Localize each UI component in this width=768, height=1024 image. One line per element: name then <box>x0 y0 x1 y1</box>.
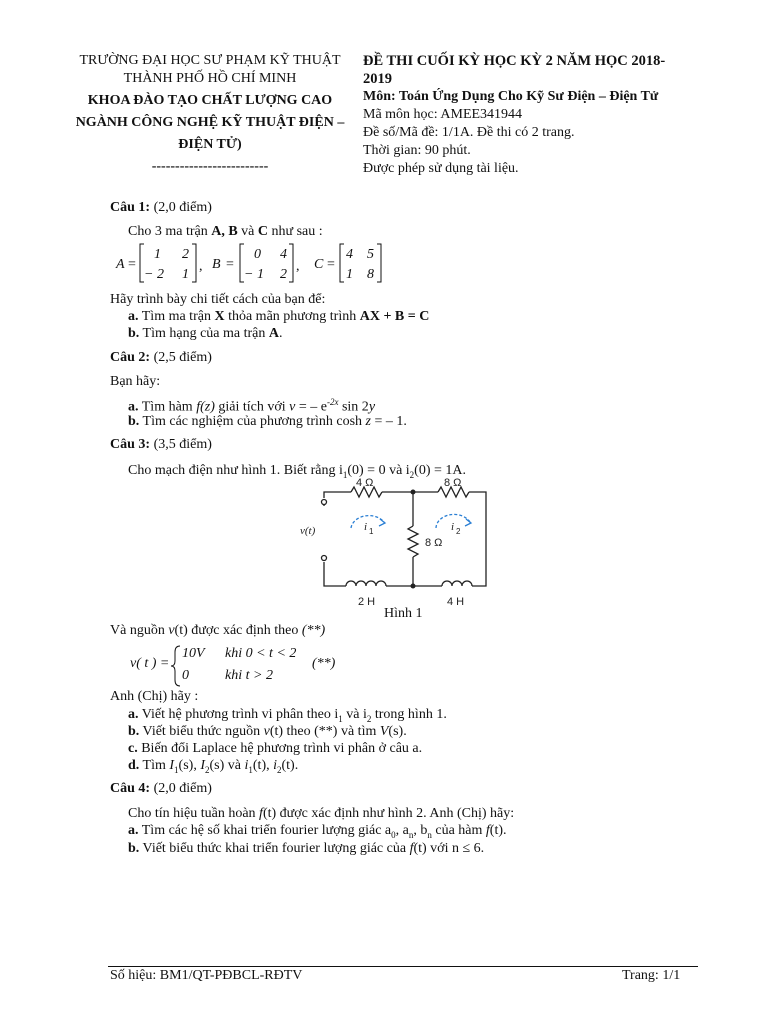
footer-rule <box>108 966 698 967</box>
inductor-4h-label: 4 H <box>447 596 465 608</box>
q2-intro: Bạn hãy: <box>110 374 161 389</box>
q1-intro: Cho 3 ma trận A, B và C như sau : <box>128 224 323 239</box>
matrix-A-name: A <box>116 257 125 272</box>
piecewise-ref: (**) <box>312 656 336 671</box>
inductor-2h-label: 2 H <box>358 596 376 608</box>
q3-source-def: Và nguồn v(t) được xác định theo (**) <box>110 623 326 638</box>
materials-note: Được phép sử dụng tài liệu. <box>363 161 519 176</box>
header-dashes: ------------------------- <box>151 159 269 174</box>
current-i1-label: i <box>364 521 368 533</box>
q3-part-c: c. Biến đổi Laplace hệ phương trình vi phân ở câu a. <box>128 741 423 756</box>
school-name-line2: THÀNH PHỐ HỒ CHÍ MINH <box>123 71 297 86</box>
resistor-8ohm-middle-label: 8 Ω <box>425 537 443 549</box>
q3-part-b: b. Viết biểu thức nguồn v(t) theo (**) và tìm V(s). <box>128 724 407 739</box>
piece1-value: 10V <box>182 646 205 661</box>
q1-points: (2,0 điểm) <box>153 200 212 215</box>
svg-text:=: = <box>327 257 335 272</box>
matrix-B-entry: − 1 <box>244 267 264 282</box>
q1-task-intro: Hãy trình bày chi tiết cách của bạn để: <box>110 292 326 307</box>
matrix-C-entry: 1 <box>346 267 353 282</box>
matrix-B-entry: 4 <box>280 247 287 262</box>
current-i1-sub: 1 <box>369 527 374 536</box>
school-name-line1: TRƯỜNG ĐẠI HỌC SƯ PHẠM KỸ THUẬT <box>79 53 341 68</box>
matrix-B-entry: 2 <box>280 267 287 282</box>
matrix-B-entry: 0 <box>254 247 261 262</box>
svg-text:,: , <box>296 259 300 274</box>
figure-caption: Hình 1 <box>384 606 423 621</box>
faculty-line1: KHOA ĐÀO TẠO CHẤT LƯỢNG CAO <box>87 93 333 108</box>
q3-task-intro: Anh (Chị) hãy : <box>110 689 199 704</box>
school-header <box>60 52 360 176</box>
matrix-A-entry: 1 <box>154 247 161 262</box>
q2-part-a: a. Tìm hàm f(z) giải tích với v = – $e^{-2x}$ sin 2y <box>128 397 376 415</box>
current-i2-label: i <box>451 521 455 533</box>
q1-matrices <box>108 240 398 286</box>
piece1-condition: khi 0 < t < 2 <box>225 646 297 661</box>
exam-title-line1: ĐỀ THI CUỐI KỲ HỌC KỲ 2 NĂM HỌC 2018- <box>363 53 666 69</box>
matrix-B-name: B <box>212 257 221 272</box>
matrix-C-entry: 4 <box>346 247 353 262</box>
q4-intro: Cho tín hiệu tuần hoàn f(t) được xác định như hình 2. Anh (Chị) hãy: <box>128 806 515 821</box>
subject-line: Môn: Toán Ứng Dụng Cho Kỹ Sư Điện – Điện Tử <box>363 89 659 104</box>
footer-page-number: Trang: 1/1 <box>622 968 681 983</box>
resistor-4ohm-label: 4 Ω <box>356 478 374 489</box>
q2-heading: Câu 2: (2,5 điểm) <box>110 350 212 365</box>
q4-part-b: b. Viết biểu thức khai triển fourier lượng giác của f(t) với n ≤ 6. <box>128 841 485 856</box>
piece2-value: 0 <box>182 668 189 683</box>
q4-part-a: a. Tìm các hệ số khai triển fourier lượng giác $a_0$, $a_n$, $b_n$ của hàm f(t). <box>128 823 507 840</box>
piecewise-lhs: v( t ) = <box>130 656 170 671</box>
exam-header <box>363 52 713 178</box>
matrix-A-entry: 1 <box>182 267 189 282</box>
resistor-8ohm-top-label: 8 Ω <box>444 478 462 489</box>
exam-code: Đề số/Mã đề: 1/1A. Đề thi có 2 trang. <box>363 125 575 140</box>
svg-text:=: = <box>128 257 136 272</box>
course-code: Mã môn học: AMEE341944 <box>363 107 523 122</box>
q2-part-b: b. Tìm các nghiệm của phương trình cosh z = – 1. <box>128 414 407 429</box>
svg-text:,: , <box>199 259 203 274</box>
exam-title-line2: 2019 <box>363 71 392 87</box>
q3-heading: Câu 3: (3,5 điểm) <box>110 437 212 452</box>
piecewise-brace <box>170 644 182 688</box>
q3-part-d: d. Tìm $I_1(s)$, $I_2(s)$ và $i_1(t)$, $i_2(t)$. <box>128 758 299 775</box>
faculty-line2: NGÀNH CÔNG NGHỆ KỸ THUẬT ĐIỆN – <box>75 115 345 130</box>
matrix-C-entry: 5 <box>367 247 374 262</box>
q1-title: Câu 1: <box>110 200 151 215</box>
matrix-A-entry: 2 <box>182 247 189 262</box>
q4-heading: Câu 4: (2,0 điểm) <box>110 781 212 796</box>
q1-part-b: b. Tìm hạng của ma trận A. <box>128 326 283 341</box>
faculty-line3: ĐIỆN TỬ) <box>178 137 242 152</box>
q1-heading <box>110 200 212 216</box>
duration: Thời gian: 90 phút. <box>363 143 471 158</box>
piece2-condition: khi t > 2 <box>225 668 273 683</box>
q1-part-a: a. Tìm ma trận X thỏa mãn phương trình AX + B = C <box>128 309 430 324</box>
q3-part-a: a. Viết hệ phương trình vi phân theo $i_1$ và $i_2$ trong hình 1. <box>128 707 447 724</box>
matrix-C-name: C <box>314 257 324 272</box>
circuit-diagram <box>296 478 516 610</box>
footer-doc-code: Số hiệu: BM1/QT-PĐBCL-RĐTV <box>110 968 303 983</box>
q3-intro: Cho mạch điện như hình 1. Biết rằng $i_1(0) = 0$ và $i_2(0) = 1A$. <box>128 463 467 480</box>
source-label: v(t) <box>300 525 316 537</box>
current-i2-sub: 2 <box>456 527 461 536</box>
matrix-C-entry: 8 <box>367 267 374 282</box>
svg-text:=: = <box>226 257 234 272</box>
matrix-A-entry: − 2 <box>144 267 164 282</box>
